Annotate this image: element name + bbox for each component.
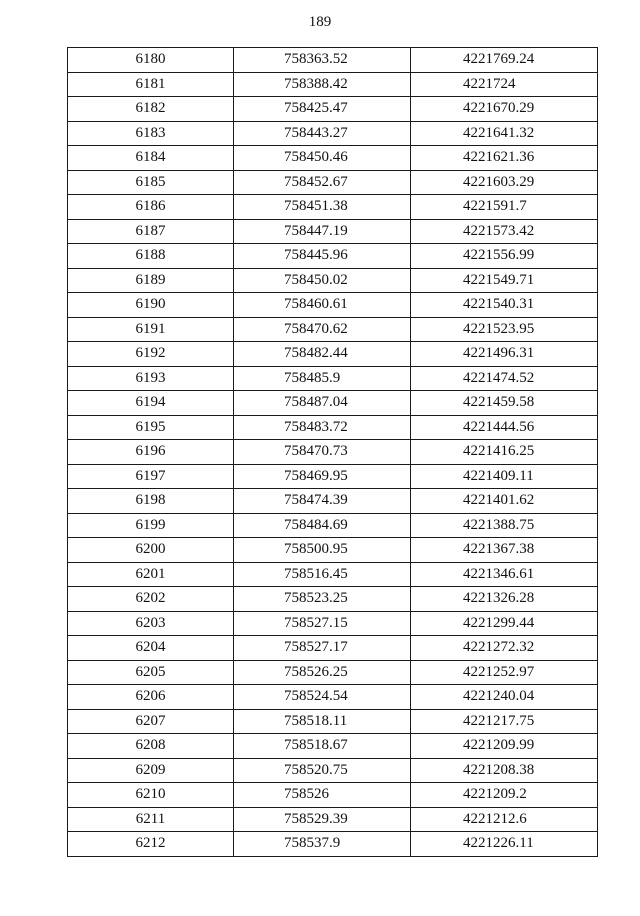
x-coordinate-cell: 758526.25 — [234, 660, 411, 685]
point-number-cell: 6189 — [68, 268, 234, 293]
table-row — [68, 146, 598, 171]
table-row — [68, 636, 598, 661]
point-number-cell: 6196 — [68, 440, 234, 465]
table-row — [68, 48, 598, 73]
y-coordinate-cell: 4221208.38 — [411, 758, 598, 783]
x-coordinate-cell: 758516.45 — [234, 562, 411, 587]
point-number-cell: 6182 — [68, 97, 234, 122]
x-coordinate-cell: 758484.69 — [234, 513, 411, 538]
x-coordinate-cell: 758485.9 — [234, 366, 411, 391]
y-coordinate-cell: 4221240.04 — [411, 685, 598, 710]
table-row — [68, 783, 598, 808]
x-coordinate-cell: 758469.95 — [234, 464, 411, 489]
coordinates-table — [67, 47, 598, 857]
x-coordinate-cell: 758518.11 — [234, 709, 411, 734]
x-coordinate-cell: 758500.95 — [234, 538, 411, 563]
x-coordinate-cell: 758451.38 — [234, 195, 411, 220]
point-number-cell: 6184 — [68, 146, 234, 171]
y-coordinate-cell: 4221474.52 — [411, 366, 598, 391]
table-row — [68, 611, 598, 636]
point-number-cell: 6183 — [68, 121, 234, 146]
point-number-cell: 6185 — [68, 170, 234, 195]
y-coordinate-cell: 4221367.38 — [411, 538, 598, 563]
y-coordinate-cell: 4221459.58 — [411, 391, 598, 416]
y-coordinate-cell: 4221724 — [411, 72, 598, 97]
point-number-cell: 6207 — [68, 709, 234, 734]
y-coordinate-cell: 4221346.61 — [411, 562, 598, 587]
table-row — [68, 587, 598, 612]
y-coordinate-cell: 4221226.11 — [411, 832, 598, 857]
x-coordinate-cell: 758425.47 — [234, 97, 411, 122]
table-row — [68, 219, 598, 244]
y-coordinate-cell: 4221409.11 — [411, 464, 598, 489]
table-row — [68, 758, 598, 783]
point-number-cell: 6208 — [68, 734, 234, 759]
point-number-cell: 6197 — [68, 464, 234, 489]
point-number-cell: 6209 — [68, 758, 234, 783]
page-number: 189 — [308, 14, 332, 30]
y-coordinate-cell: 4221523.95 — [411, 317, 598, 342]
y-coordinate-cell: 4221299.44 — [411, 611, 598, 636]
x-coordinate-cell: 758460.61 — [234, 293, 411, 318]
table-row — [68, 513, 598, 538]
point-number-cell: 6186 — [68, 195, 234, 220]
point-number-cell: 6202 — [68, 587, 234, 612]
point-number-cell: 6200 — [68, 538, 234, 563]
y-coordinate-cell: 4221388.75 — [411, 513, 598, 538]
table-row — [68, 97, 598, 122]
y-coordinate-cell: 4221217.75 — [411, 709, 598, 734]
x-coordinate-cell: 758470.73 — [234, 440, 411, 465]
table-row — [68, 685, 598, 710]
y-coordinate-cell: 4221540.31 — [411, 293, 598, 318]
x-coordinate-cell: 758537.9 — [234, 832, 411, 857]
x-coordinate-cell: 758529.39 — [234, 807, 411, 832]
table-row — [68, 440, 598, 465]
point-number-cell: 6212 — [68, 832, 234, 857]
x-coordinate-cell: 758523.25 — [234, 587, 411, 612]
x-coordinate-cell: 758482.44 — [234, 342, 411, 367]
x-coordinate-cell: 758518.67 — [234, 734, 411, 759]
table-row — [68, 709, 598, 734]
x-coordinate-cell: 758527.15 — [234, 611, 411, 636]
point-number-cell: 6191 — [68, 317, 234, 342]
x-coordinate-cell: 758450.46 — [234, 146, 411, 171]
y-coordinate-cell: 4221621.36 — [411, 146, 598, 171]
y-coordinate-cell: 4221670.29 — [411, 97, 598, 122]
table-row — [68, 195, 598, 220]
y-coordinate-cell: 4221556.99 — [411, 244, 598, 269]
x-coordinate-cell: 758524.54 — [234, 685, 411, 710]
point-number-cell: 6211 — [68, 807, 234, 832]
x-coordinate-cell: 758527.17 — [234, 636, 411, 661]
x-coordinate-cell: 758443.27 — [234, 121, 411, 146]
y-coordinate-cell: 4221209.2 — [411, 783, 598, 808]
point-number-cell: 6187 — [68, 219, 234, 244]
y-coordinate-cell: 4221769.24 — [411, 48, 598, 73]
x-coordinate-cell: 758445.96 — [234, 244, 411, 269]
y-coordinate-cell: 4221272.32 — [411, 636, 598, 661]
table-row — [68, 366, 598, 391]
x-coordinate-cell: 758388.42 — [234, 72, 411, 97]
y-coordinate-cell: 4221641.32 — [411, 121, 598, 146]
point-number-cell: 6190 — [68, 293, 234, 318]
x-coordinate-cell: 758474.39 — [234, 489, 411, 514]
table-row — [68, 660, 598, 685]
y-coordinate-cell: 4221573.42 — [411, 219, 598, 244]
x-coordinate-cell: 758363.52 — [234, 48, 411, 73]
point-number-cell: 6181 — [68, 72, 234, 97]
table-row — [68, 293, 598, 318]
point-number-cell: 6203 — [68, 611, 234, 636]
x-coordinate-cell: 758526 — [234, 783, 411, 808]
table-row — [68, 538, 598, 563]
x-coordinate-cell: 758520.75 — [234, 758, 411, 783]
point-number-cell: 6180 — [68, 48, 234, 73]
point-number-cell: 6204 — [68, 636, 234, 661]
x-coordinate-cell: 758483.72 — [234, 415, 411, 440]
table-row — [68, 391, 598, 416]
y-coordinate-cell: 4221326.28 — [411, 587, 598, 612]
table-row — [68, 170, 598, 195]
y-coordinate-cell: 4221209.99 — [411, 734, 598, 759]
point-number-cell: 6206 — [68, 685, 234, 710]
table-row — [68, 807, 598, 832]
point-number-cell: 6199 — [68, 513, 234, 538]
table-row — [68, 832, 598, 857]
point-number-cell: 6210 — [68, 783, 234, 808]
y-coordinate-cell: 4221401.62 — [411, 489, 598, 514]
point-number-cell: 6193 — [68, 366, 234, 391]
point-number-cell: 6192 — [68, 342, 234, 367]
table-row — [68, 734, 598, 759]
y-coordinate-cell: 4221603.29 — [411, 170, 598, 195]
point-number-cell: 6205 — [68, 660, 234, 685]
table-row — [68, 415, 598, 440]
y-coordinate-cell: 4221252.97 — [411, 660, 598, 685]
x-coordinate-cell: 758447.19 — [234, 219, 411, 244]
coordinates-table-body — [68, 48, 598, 857]
table-row — [68, 489, 598, 514]
table-row — [68, 464, 598, 489]
table-row — [68, 244, 598, 269]
table-row — [68, 268, 598, 293]
y-coordinate-cell: 4221496.31 — [411, 342, 598, 367]
table-row — [68, 342, 598, 367]
point-number-cell: 6198 — [68, 489, 234, 514]
x-coordinate-cell: 758487.04 — [234, 391, 411, 416]
table-row — [68, 121, 598, 146]
y-coordinate-cell: 4221444.56 — [411, 415, 598, 440]
table-row — [68, 317, 598, 342]
x-coordinate-cell: 758450.02 — [234, 268, 411, 293]
point-number-cell: 6188 — [68, 244, 234, 269]
y-coordinate-cell: 4221549.71 — [411, 268, 598, 293]
table-row — [68, 72, 598, 97]
x-coordinate-cell: 758470.62 — [234, 317, 411, 342]
y-coordinate-cell: 4221416.25 — [411, 440, 598, 465]
x-coordinate-cell: 758452.67 — [234, 170, 411, 195]
point-number-cell: 6201 — [68, 562, 234, 587]
point-number-cell: 6195 — [68, 415, 234, 440]
y-coordinate-cell: 4221212.6 — [411, 807, 598, 832]
point-number-cell: 6194 — [68, 391, 234, 416]
table-row — [68, 562, 598, 587]
y-coordinate-cell: 4221591.7 — [411, 195, 598, 220]
